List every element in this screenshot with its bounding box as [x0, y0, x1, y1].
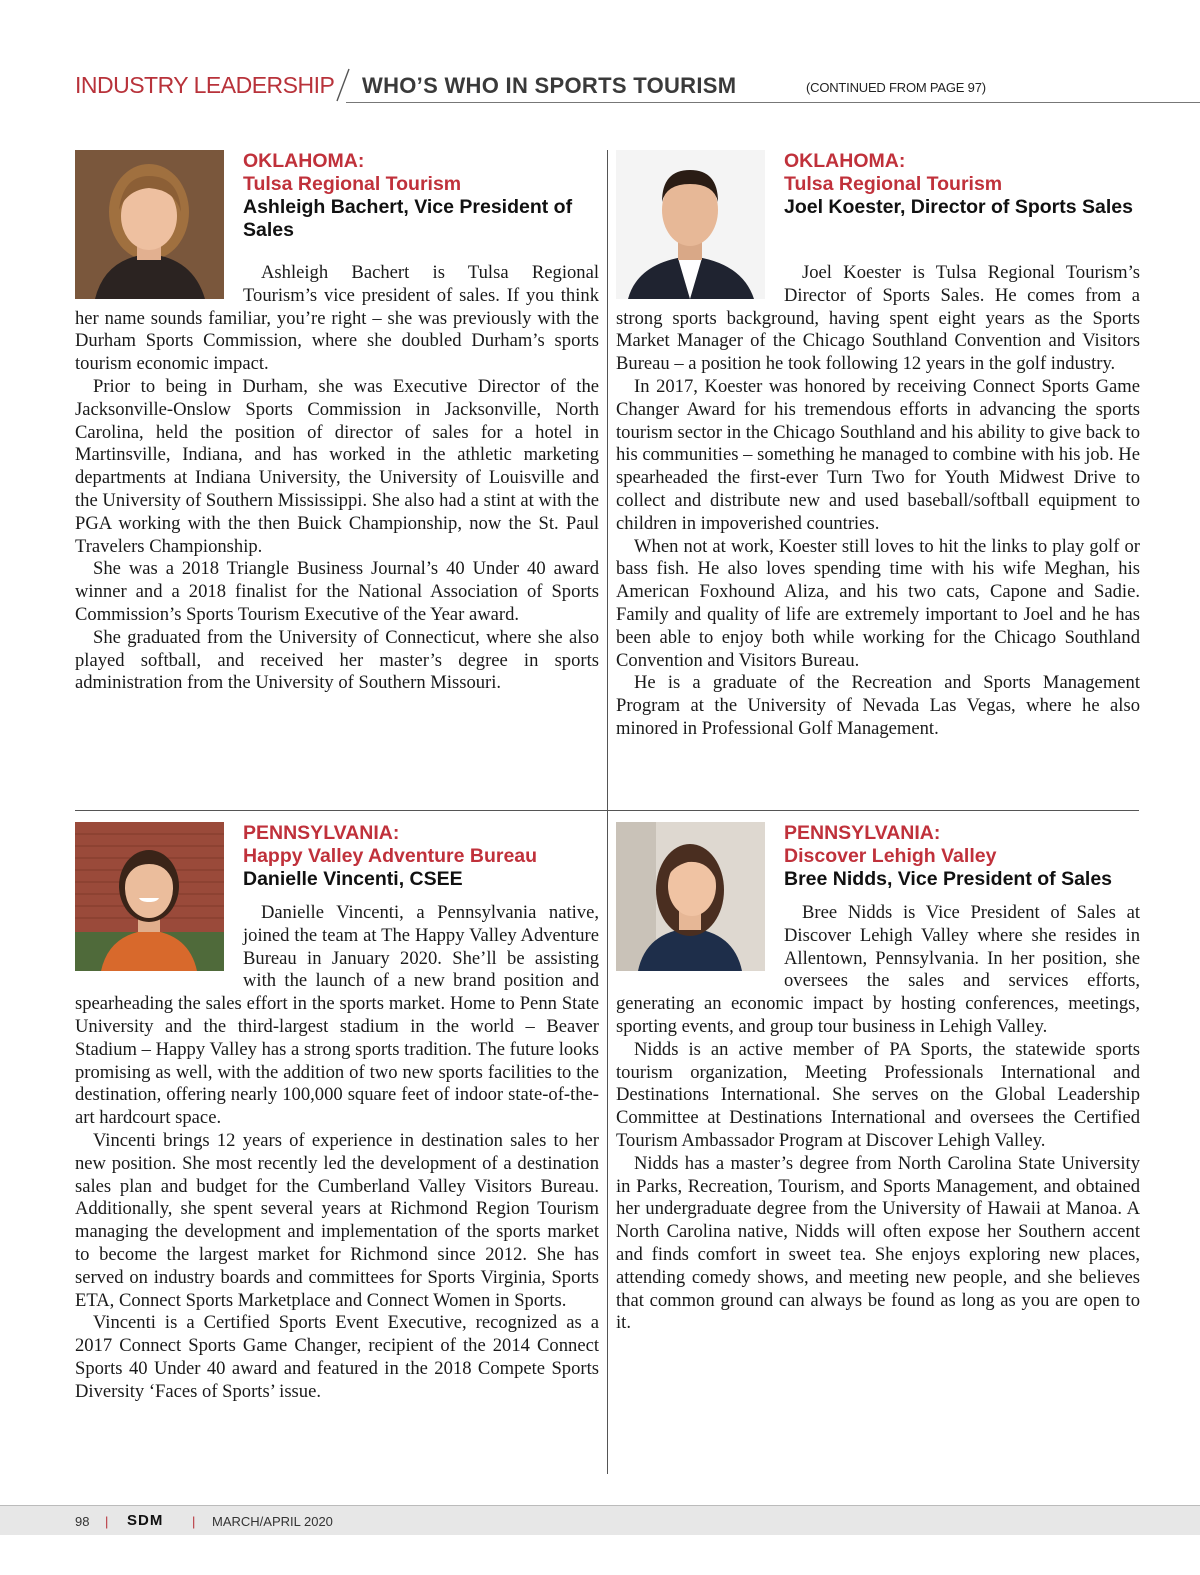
- footer-separator: |: [192, 1514, 196, 1529]
- issue-date: MARCH/APRIL 2020: [212, 1514, 333, 1529]
- state-label: OKLAHOMA:: [243, 150, 365, 172]
- row-divider: [75, 810, 1139, 811]
- person-name-title: Joel Koester, Director of Sports Sales: [784, 196, 1133, 218]
- magazine-brand-logo: SDM: [127, 1512, 164, 1529]
- section-title: WHO’S WHO IN SPORTS TOURISM: [362, 73, 737, 98]
- state-label: OKLAHOMA:: [784, 150, 906, 172]
- person-name-title: Ashleigh Bachert, Vice President of Sales: [243, 196, 573, 241]
- body-paragraph: Vincenti is a Certified Sports Event Executive, recognized as a 2017 Connect Sports Game Changer, recipient of the 2014 Connect Sports 40 Under 40 award and featured in the 2018 Compete Sports Diversity ‘Faces of Sports’ issue.: [75, 1312, 599, 1402]
- body-paragraph: He is a graduate of the Recreation and Sports Management Program at the University of Nevada Las Vegas, where he also minored in Professional Golf Management.: [616, 672, 1140, 739]
- profile-body: [616, 150, 1140, 741]
- body-paragraph: Ashleigh Bachert is Tulsa Regional Tourism’s vice president of sales. If you think her name sounds familiar, you’re right – she was previously with the Durham Sports Commission, where she doubled Durham’s sports tourism economic impact.: [75, 262, 599, 375]
- page-number: 98: [75, 1514, 90, 1529]
- section-kicker: INDUSTRY LEADERSHIP: [75, 72, 335, 98]
- column-divider: [607, 150, 608, 1474]
- organization-name: Tulsa Regional Tourism: [243, 173, 462, 195]
- body-paragraph: In 2017, Koester was honored by receiving Connect Sports Game Changer Award for his tremendous efforts in advancing the sports tourism sector in the Chicago Southland and his ability to give back to his communities – something he managed to combine with his job. He spearheaded the first-ever Turn Two for Youth Midwest Drive to collect and distribute new and used baseball/softball equipment to children in impoverished countries.: [616, 375, 1140, 534]
- header-rule: [346, 102, 1200, 103]
- person-name-title: Danielle Vincenti, CSEE: [243, 868, 463, 890]
- body-paragraph: Bree Nidds is Vice President of Sales at Discover Lehigh Valley where she resides in Allentown, Pennsylvania. In her position, she oversees the sales and services efforts, generating an economic impact by hosting conferences, meetings, sporting events, and group tour business in Lehigh Valley.: [616, 902, 1140, 1037]
- body-paragraph: Prior to being in Durham, she was Executive Director of the Jacksonville-Onslow Sports Commission in Jacksonville, North Carolina, held the position of director of sales for a hotel in Martinsville, Indiana, and has worked in the athletic marketing departments at Indiana University, the University of Louisville and the University of Southern Mississippi. She also had a stint at with the PGA working with the then Buick Championship, now the St. Paul Travelers Championship.: [75, 375, 599, 557]
- organization-name: Tulsa Regional Tourism: [784, 173, 1003, 195]
- section-header: [0, 66, 1200, 106]
- footer-separator: |: [105, 1514, 109, 1529]
- body-paragraph: She graduated from the University of Connecticut, where she also played softball, and received her master’s degree in sports administration from the University of Southern Missouri.: [75, 626, 599, 694]
- body-paragraph: Joel Koester is Tulsa Regional Tourism’s Director of Sports Sales. He comes from a strong sports background, having spent eight years as the Sports Market Manager of the Chicago Southland Convention and Visitors Bureau – a position he took following 12 years in the golf industry.: [616, 262, 1140, 375]
- organization-name: Happy Valley Adventure Bureau: [243, 845, 538, 867]
- profile-body: [75, 822, 599, 1404]
- page-footer: [0, 1505, 1200, 1535]
- organization-name: Discover Lehigh Valley: [784, 845, 997, 867]
- profile-body: [75, 150, 599, 695]
- body-paragraph: Danielle Vincenti, a Pennsylvania native, joined the team at The Happy Valley Adventure Bureau in January 2020. She’ll be assisting with the launch of a new brand position and spearheading the sales effort in the sports market. Home to Penn State University and the third-largest stadium in the world – Beaver Stadium – Happy Valley has a strong sports tradition. The future looks promising as well, with the addition of two new sports facilities to the destination, offering nearly 100,000 square feet of indoor state-of-the-art hardcourt space.: [75, 902, 600, 1129]
- slash-divider-icon: [336, 68, 350, 102]
- continued-note: (CONTINUED FROM PAGE 97): [806, 80, 986, 95]
- body-paragraph: She was a 2018 Triangle Business Journal’s 40 Under 40 award winner and a 2018 finalist for the National Association of Sports Commission’s Sports Tourism Executive of the Year award.: [75, 558, 599, 625]
- body-paragraph: Nidds has a master’s degree from North Carolina State University in Parks, Recreation, Tourism, and Sports Management, and obtained her undergraduate degree from the University of Hawaii at Manoa. A North Carolina native, Nidds will often expose her Southern accent and finds comfort in sweet tea. She enjoys exploring new places, attending comedy shows, and meeting new people, and she believes that common ground can always be found as long as you are open to it.: [616, 1152, 1140, 1334]
- state-label: PENNSYLVANIA:: [243, 822, 400, 844]
- person-name-title: Bree Nidds, Vice President of Sales: [784, 868, 1113, 890]
- body-paragraph: When not at work, Koester still loves to hit the links to play golf or bass fish. He also loves spending time with his wife Meghan, his American Foxhound Aliza, and his two cats, Capone and Sadie. Family and quality of life are extremely important to Joel and he has been able to enjoy both while working for the Chicago Southland Convention and Visitors Bureau.: [616, 535, 1140, 671]
- state-label: PENNSYLVANIA:: [784, 822, 941, 844]
- body-paragraph: Nidds is an active member of PA Sports, the statewide sports tourism organization, Meeting Professionals International and Destinations International. She serves on the Global Leadership Committee at Destinations International and oversees the Certified Tourism Ambassador Program at Discover Lehigh Valley.: [616, 1038, 1140, 1151]
- profile-body: [616, 822, 1140, 1335]
- body-paragraph: Vincenti brings 12 years of experience in destination sales to her new position. She most recently led the development of a destination sales plan and budget for the Cumberland Valley Visitors Bureau. Additionally, she spent several years at Richmond Region Tourism managing the development and implementation of the sports market to become the largest market for Richmond since 2012. She has served on industry boards and committees for Sports Virginia, Sports ETA, Connect Sports Marketplace and Connect Women in Sports.: [75, 1129, 599, 1311]
